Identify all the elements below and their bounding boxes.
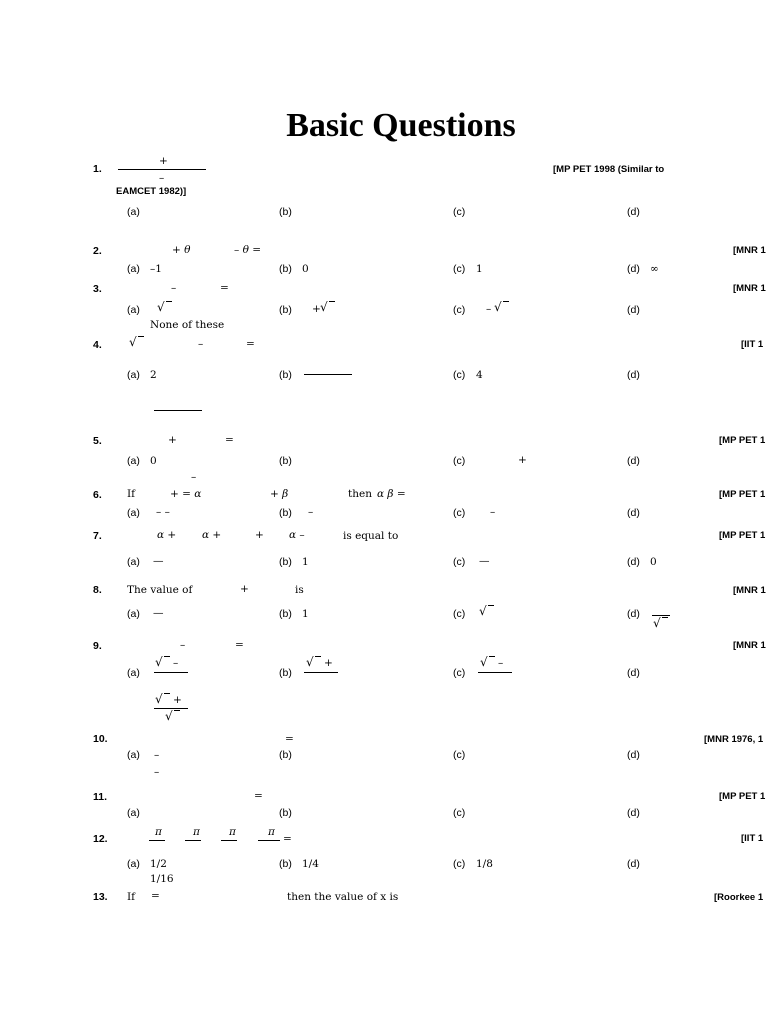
q9-minus: – (180, 639, 186, 651)
q6-option-b-value: – (308, 506, 314, 518)
q12-option-d-label: (d) (627, 858, 640, 870)
q2-option-b-value: 0 (302, 263, 309, 275)
q8-option-b-value: 1 (302, 608, 309, 620)
q1-source-cont: EAMCET 1982)] (116, 186, 187, 197)
q6-source: [MP PET 1 (719, 489, 766, 500)
q5-option-c-label: (c) (453, 455, 466, 467)
q6-then: then (348, 488, 372, 500)
q5-equals: = (225, 434, 234, 446)
q8-is: is (295, 584, 304, 596)
q2-option-a-label: (a) (127, 263, 140, 275)
q7-option-a-value: — (153, 555, 164, 567)
q9-a-fraction-bar (154, 672, 188, 673)
q10-option-d-minus: – (154, 766, 160, 778)
q2-option-a-value: –1 (150, 263, 162, 275)
q7-source: [MP PET 1 (719, 530, 766, 541)
q4-b-fraction-bar (304, 374, 352, 375)
q6-option-a-label: (a) (127, 507, 140, 519)
q3-option-b-plus: + (312, 303, 321, 315)
q6-option-b-label: (b) (279, 507, 292, 519)
q7-expr2: α + (202, 529, 222, 541)
q6-if: If (127, 488, 136, 500)
q12-fraction-bar-4 (258, 840, 280, 841)
q7-expr4: α – (289, 529, 305, 541)
q4-number: 4. (93, 339, 102, 351)
q12-pi-3: π (229, 826, 236, 838)
q6-option-c-label: (c) (453, 507, 466, 519)
q10-number: 10. (93, 733, 108, 745)
q8-lead: The value of (127, 584, 193, 596)
q2-source: [MNR 1 (733, 245, 766, 256)
q7-option-b-value: 1 (302, 556, 309, 568)
q5-number: 5. (93, 435, 102, 447)
q11-number: 11. (93, 791, 108, 803)
q9-b-fraction-bar (304, 672, 338, 673)
q7-option-a-label: (a) (127, 556, 140, 568)
q9-number: 9. (93, 640, 102, 652)
q9-d-sqrt-icon: √ (155, 693, 163, 705)
q3-option-d-label: (d) (627, 304, 640, 316)
q7-tail: is equal to (343, 530, 399, 542)
q4-option-c-label: (c) (453, 369, 466, 381)
q1-option-d: (d) (627, 206, 640, 218)
q12-option-c-label: (c) (453, 858, 466, 870)
q2-expr1: + θ (172, 244, 191, 256)
q12-pi-2: π (193, 826, 200, 838)
q3-option-a-label: (a) (127, 304, 140, 316)
q9-source: [MNR 1 (733, 640, 766, 651)
q11-option-d-label: (d) (627, 807, 640, 819)
q10-option-a-minus: – (154, 749, 160, 761)
q10-option-c-label: (c) (453, 749, 466, 761)
q9-d-plus: + (173, 694, 182, 706)
q3-c-sqrt-icon: √ (494, 301, 502, 313)
q12-option-a-label: (a) (127, 858, 140, 870)
q7-expr3: + (255, 529, 264, 541)
q3-equals: = (220, 282, 229, 294)
q4-option-d-label: (d) (627, 369, 640, 381)
q5-option-c-plus: + (518, 454, 527, 466)
q1-denominator-minus: – (159, 172, 165, 184)
q9-c-minus: – (498, 657, 504, 669)
q4-option-c-value: 4 (476, 369, 483, 381)
q9-b-sqrt-icon: √ (306, 656, 314, 668)
q12-fraction-bar-3 (221, 840, 237, 841)
q2-number: 2. (93, 245, 102, 257)
q3-minus: – (171, 282, 177, 294)
q2-option-c-label: (c) (453, 263, 466, 275)
q4-equals: = (246, 338, 255, 350)
q3-b-sqrt-icon: √ (320, 301, 328, 313)
q9-d-denominator-sqrt-icon: √ (165, 710, 173, 722)
q7-option-c-label: (c) (453, 556, 466, 568)
q12-option-c-value: 1/8 (476, 858, 493, 870)
q12-fraction-bar-1 (149, 840, 165, 841)
q5-option-b-label: (b) (279, 455, 292, 467)
q11-equals: = (254, 790, 263, 802)
q2-option-d-value: ∞ (650, 263, 659, 275)
q5-option-a-value: 0 (150, 455, 157, 467)
q11-option-a-label: (a) (127, 807, 140, 819)
q13-if: If (127, 891, 136, 903)
q4-minus: – (198, 338, 204, 350)
q7-option-d-label: (d) (627, 556, 640, 568)
q7-option-d-value: 0 (650, 556, 657, 568)
q4-option-a-value: 2 (150, 369, 157, 381)
q5-option-d-label: (d) (627, 455, 640, 467)
q13-number: 13. (93, 891, 108, 903)
q12-option-b-value: 1/4 (302, 858, 319, 870)
q4-source: [IIT 1 (741, 339, 764, 350)
q3-a-sqrt-icon: √ (157, 301, 165, 313)
q2-option-c-value: 1 (476, 263, 483, 275)
q8-option-a-label: (a) (127, 608, 140, 620)
q1-fraction-bar (118, 169, 206, 170)
q12-option-a-value: 1/2 (150, 858, 167, 870)
q8-number: 8. (93, 584, 102, 596)
q6-option-d-label: (d) (627, 507, 640, 519)
q8-d-sqrt-icon: √ (653, 617, 661, 629)
q1-option-c: (c) (453, 206, 466, 218)
q11-option-b-label: (b) (279, 807, 292, 819)
q4-d-fraction-bar (154, 410, 202, 411)
q5-option-a-label: (a) (127, 455, 140, 467)
q7-number: 7. (93, 530, 102, 542)
q3-option-c-minus: – (486, 303, 492, 315)
q1-number: 1. (93, 163, 102, 175)
q8-option-c-label: (c) (453, 608, 466, 620)
q13-source: [Roorkee 1 (714, 892, 764, 903)
q10-option-d-label: (d) (627, 749, 640, 761)
q8-option-d-label: (d) (627, 608, 640, 620)
q2-option-d-label: (d) (627, 263, 640, 275)
q4-option-a-label: (a) (127, 369, 140, 381)
page-title: Basic Questions (286, 107, 516, 144)
q9-a-minus: – (173, 657, 179, 669)
q9-c-fraction-bar (478, 672, 512, 673)
q9-option-b-label: (b) (279, 667, 292, 679)
q9-option-c-label: (c) (453, 667, 466, 679)
q4-option-b-label: (b) (279, 369, 292, 381)
q1-numerator-plus: + (159, 155, 168, 167)
q12-number: 12. (93, 833, 108, 845)
q10-option-b-label: (b) (279, 749, 292, 761)
q6-number: 6. (93, 489, 102, 501)
q5-plus: + (168, 434, 177, 446)
q12-equals: = (283, 833, 292, 845)
q10-option-a-label: (a) (127, 749, 140, 761)
q8-plus: + (240, 583, 249, 595)
q12-source: [IIT 1 (741, 833, 764, 844)
q9-option-d-label: (d) (627, 667, 640, 679)
q9-a-sqrt-icon: √ (155, 656, 163, 668)
q6-expr1: + = α (170, 488, 202, 500)
q11-option-c-label: (c) (453, 807, 466, 819)
q6-option-a-value: – – (156, 506, 170, 518)
q6-option-c-value: – (490, 506, 496, 518)
q12-option-d-value: 1/16 (150, 873, 174, 885)
q8-source: [MNR 1 (733, 585, 766, 596)
q5-minus: – (191, 471, 197, 483)
q3-option-c-label: (c) (453, 304, 466, 316)
q7-expr1: α + (157, 529, 177, 541)
q6-expr3: α β = (377, 488, 406, 500)
q2-expr2: – θ = (234, 244, 262, 256)
q8-c-sqrt-icon: √ (479, 605, 487, 617)
q5-source: [MP PET 1 (719, 435, 766, 446)
q7-option-c-value: — (479, 555, 490, 567)
q12-pi-4: π (268, 826, 275, 838)
q1-option-b: (b) (279, 206, 292, 218)
q1-option-a: (a) (127, 206, 140, 218)
q3-option-d-value: None of these (150, 319, 225, 331)
q3-source: [MNR 1 (733, 283, 766, 294)
q9-equals: = (235, 639, 244, 651)
q12-option-b-label: (b) (279, 858, 292, 870)
q12-pi-1: π (155, 826, 162, 838)
q1-source: [MP PET 1998 (Similar to (553, 164, 665, 175)
q10-source: [MNR 1976, 1 (704, 734, 764, 745)
q3-number: 3. (93, 283, 102, 295)
q8-option-a-value: — (153, 607, 164, 619)
q2-option-b-label: (b) (279, 263, 292, 275)
q4-sqrt-icon: √ (129, 336, 137, 348)
q7-option-b-label: (b) (279, 556, 292, 568)
q9-option-a-label: (a) (127, 667, 140, 679)
q9-c-sqrt-icon: √ (480, 656, 488, 668)
q12-fraction-bar-2 (185, 840, 201, 841)
q9-b-plus: + (324, 657, 333, 669)
q8-option-b-label: (b) (279, 608, 292, 620)
q13-equals: = (151, 890, 160, 902)
q13-tail: then the value of x is (287, 891, 399, 903)
q6-expr2: + β (270, 488, 289, 500)
q3-option-b-label: (b) (279, 304, 292, 316)
q11-source: [MP PET 1 (719, 791, 766, 802)
q10-equals: = (285, 733, 294, 745)
